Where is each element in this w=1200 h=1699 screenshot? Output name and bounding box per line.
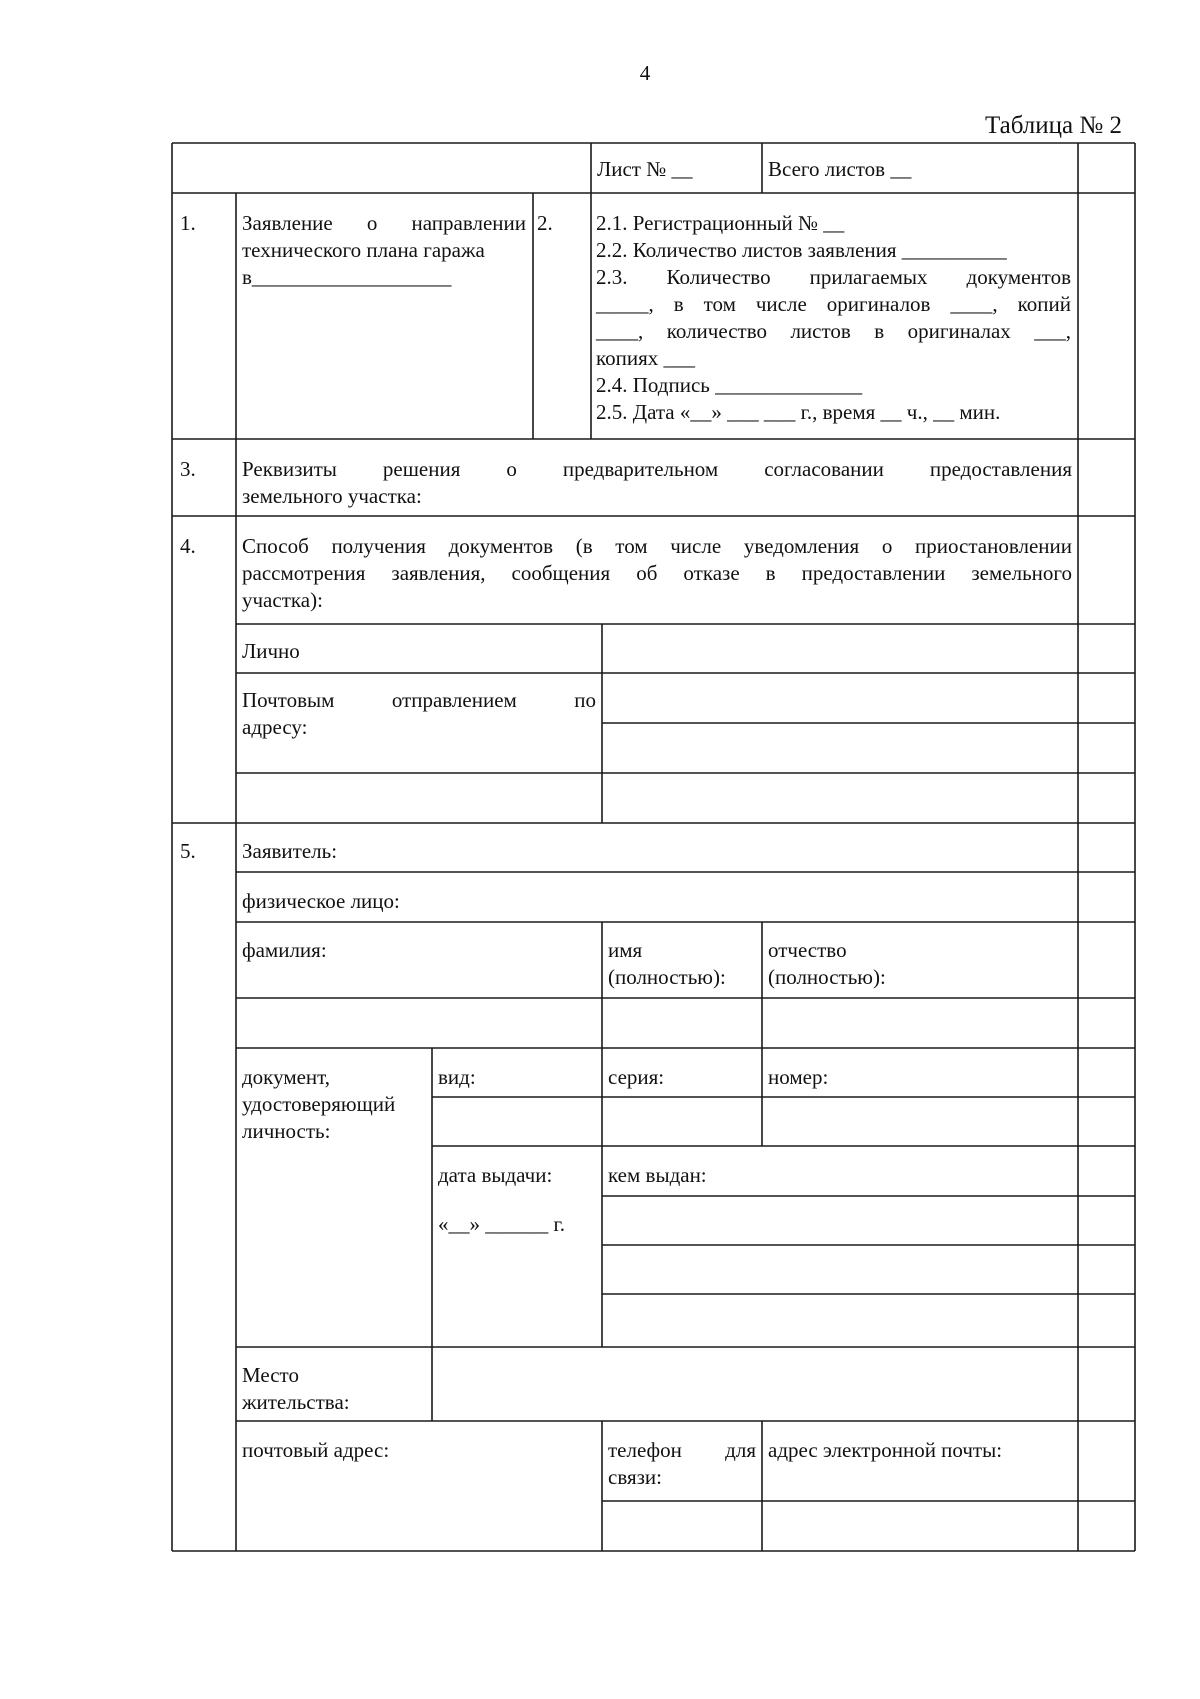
document-series-label: серия: — [608, 1065, 665, 1089]
id-document-label-line-2: удостоверяющий — [242, 1092, 396, 1116]
post-option-line-2: адресу: — [242, 715, 308, 739]
registration-item: 2.1. Регистрационный № __ — [596, 211, 845, 235]
surname-label: фамилия: — [242, 938, 327, 962]
issue-date-label: дата выдачи: — [438, 1163, 553, 1187]
registration-item: копиях ___ — [596, 346, 696, 370]
issue-date-blank: «__» ______ г. — [438, 1212, 565, 1236]
email-label: адрес электронной почты: — [768, 1438, 1003, 1462]
decision-details — [242, 456, 1072, 510]
post-option-line-1: Почтовым отправлением по — [242, 688, 596, 712]
postal-address-label: почтовый адрес: — [242, 1438, 390, 1462]
decision-line-1: Реквизиты решения о предварительном согласовании предоставления — [242, 457, 1072, 481]
table-caption: Таблица № 2 — [984, 112, 1122, 139]
document-kind-label: вид: — [438, 1065, 476, 1089]
applicant-label: Заявитель: — [242, 839, 338, 863]
registration-item: ____, количество листов в оригиналах ___, — [596, 319, 1071, 343]
phone-label-line-1: телефон для — [608, 1438, 756, 1462]
registration-item: _____, в том числе оригиналов ____, копий — [596, 292, 1071, 316]
document-number-label: номер: — [768, 1065, 829, 1089]
delivery-method — [242, 533, 1072, 614]
phone-label — [608, 1437, 756, 1491]
row-3-number: 3. — [180, 457, 196, 481]
application-title-line-1: Заявление о направлении — [242, 211, 526, 235]
row-1-number: 1. — [180, 211, 196, 235]
registration-details — [596, 210, 1071, 426]
decision-line-2: земельного участка: — [242, 484, 422, 508]
delivery-method-line-1: Способ получения документов (в том числе уведомления о приостановлении — [242, 534, 1072, 558]
first-name-label-line-2: (полностью): — [608, 965, 726, 989]
row-5-number: 5. — [180, 839, 196, 863]
residence-label — [242, 1362, 350, 1416]
residence-label-line-1: Место — [242, 1363, 299, 1387]
registration-item: 2.4. Подпись ______________ — [596, 373, 863, 397]
issued-by-label: кем выдан: — [608, 1163, 707, 1187]
in-person-option: Лично — [242, 639, 300, 663]
total-sheets-label: Всего листов __ — [768, 157, 912, 181]
first-name-label — [608, 937, 726, 991]
application-title-line-3: в___________________ — [242, 265, 452, 289]
delivery-method-line-2: рассмотрения заявления, сообщения об отказе в предоставлении земельного — [242, 561, 1072, 585]
delivery-method-line-3: участка): — [242, 588, 323, 612]
individual-label: физическое лицо: — [242, 889, 400, 913]
registration-item: 2.3. Количество прилагаемых документов — [596, 265, 1071, 289]
page-number: 4 — [639, 61, 651, 85]
patronymic-label-line-2: (полностью): — [768, 965, 886, 989]
first-name-label-line-1: имя — [608, 938, 643, 962]
id-document-label — [242, 1064, 395, 1145]
row-4-number: 4. — [180, 534, 196, 558]
patronymic-label — [768, 937, 886, 991]
patronymic-label-line-1: отчество — [768, 938, 847, 962]
registration-item: 2.2. Количество листов заявления __________ — [596, 238, 1007, 262]
phone-label-line-2: связи: — [608, 1465, 662, 1489]
application-title-line-2: технического плана гаража — [242, 238, 485, 262]
sheet-number-label: Лист № __ — [597, 157, 693, 181]
post-option — [242, 687, 596, 741]
id-document-label-line-1: документ, — [242, 1065, 331, 1089]
residence-label-line-2: жительства: — [242, 1390, 350, 1414]
registration-item: 2.5. Дата «__» ___ ___ г., время __ ч., __ мин. — [596, 400, 1001, 424]
row-2-number: 2. — [537, 211, 553, 235]
id-document-label-line-3: личность: — [242, 1119, 331, 1143]
application-title — [242, 210, 526, 291]
